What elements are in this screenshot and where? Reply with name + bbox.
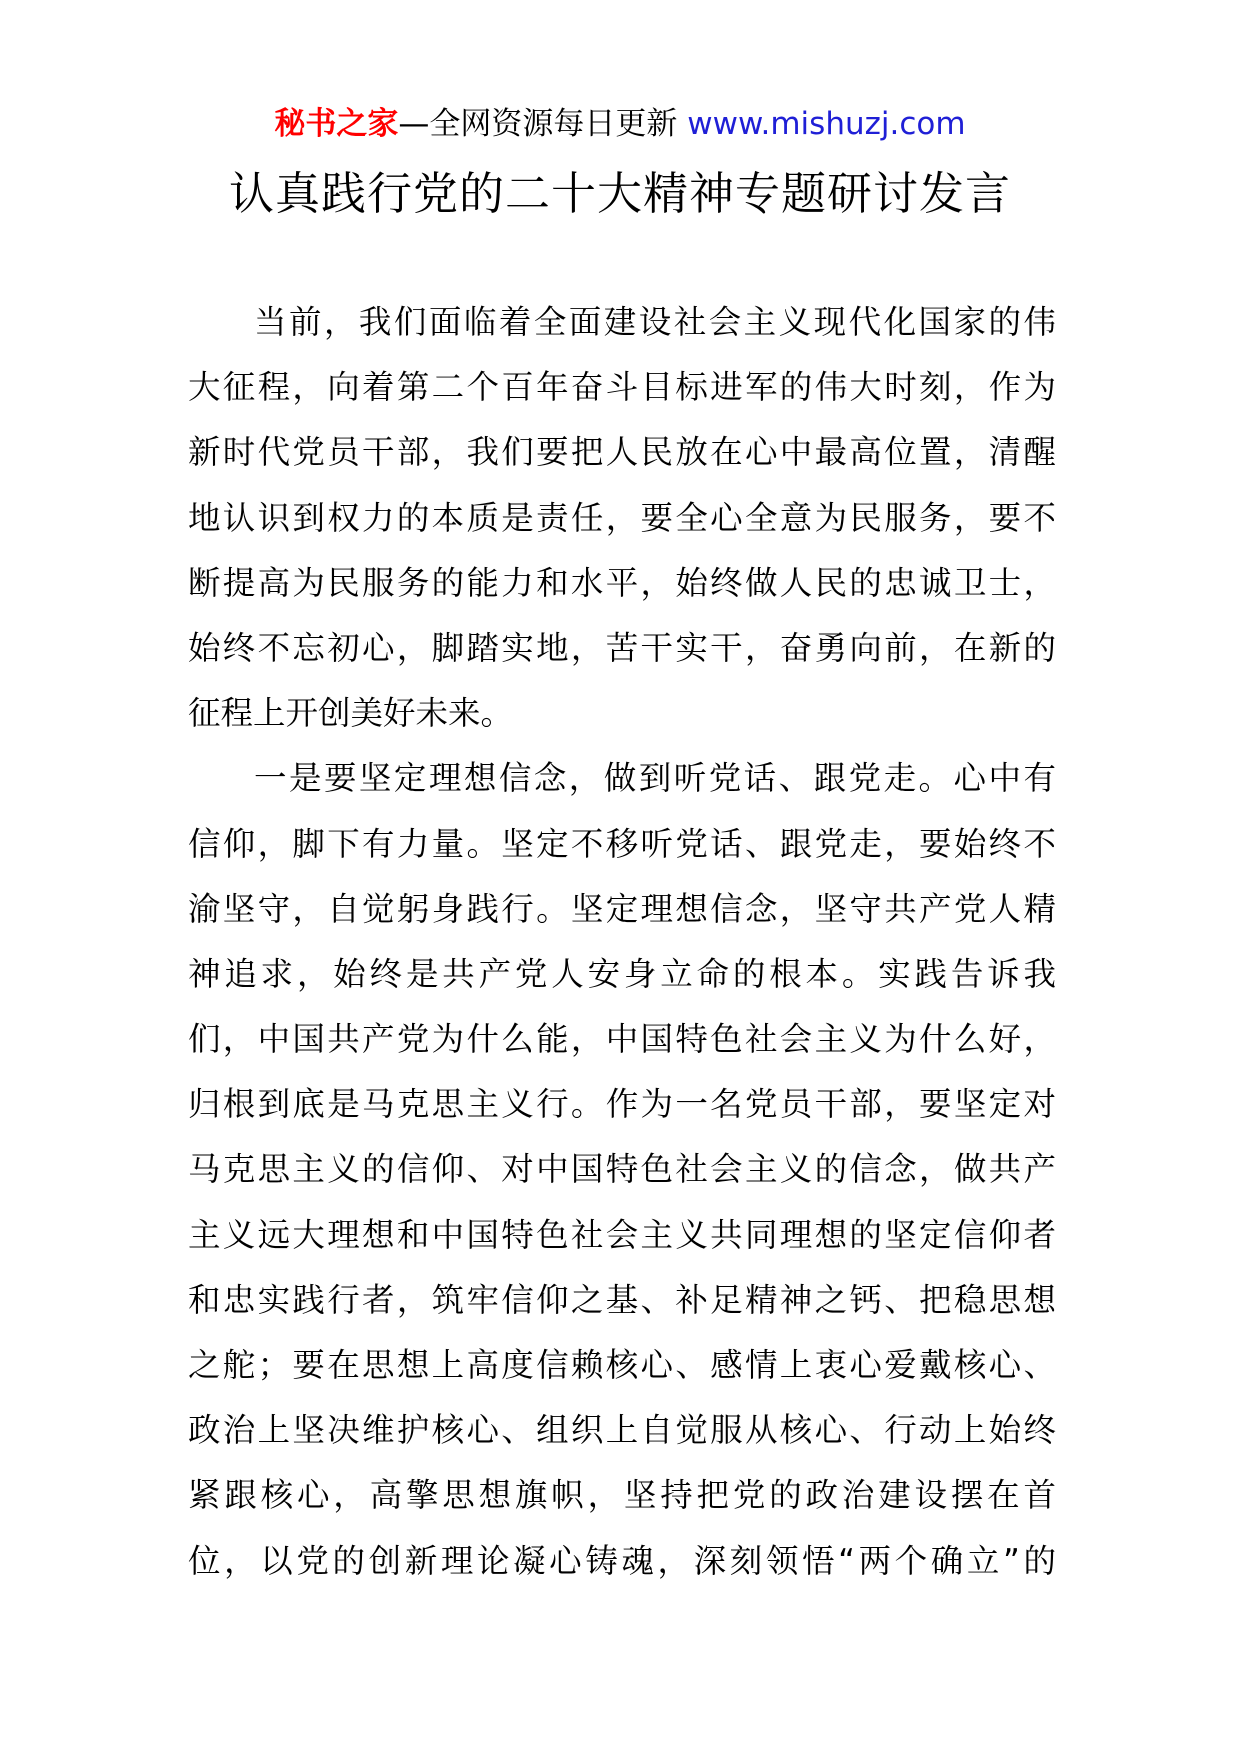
text-line: 位，以党的创新理论凝心铸魂，深刻领悟“两个确立”的	[188, 1541, 1056, 1580]
text-line: 信仰，脚下有力量。坚定不移听党话、跟党走，要始终不	[188, 824, 1056, 863]
site-tagline: —全网资源每日更新	[398, 106, 678, 142]
text-line: 政治上坚决维护核心、组织上自觉服从核心、行动上始终	[188, 1411, 1056, 1450]
text-line: 马克思主义的信仰、对中国特色社会主义的信念，做共产	[188, 1150, 1056, 1189]
text-line: 当前，我们面临着全面建设社会主义现代化国家的伟	[254, 303, 1056, 341]
text-line: 新时代党员干部，我们要把人民放在心中最高位置，清醒	[188, 433, 1056, 472]
text-line: 渝坚守，自觉躬身践行。坚定理想信念，坚守共产党人精	[188, 889, 1056, 928]
document-body	[188, 290, 1056, 1594]
text-line: 们，中国共产党为什么能，中国特色社会主义为什么好，	[188, 1020, 1056, 1059]
text-line: 大征程，向着第二个百年奋斗目标进军的伟大时刻，作为	[188, 368, 1056, 407]
text-line: 断提高为民服务的能力和水平，始终做人民的忠诚卫士，	[188, 563, 1056, 602]
document-title: 认真践行党的二十大精神专题研讨发言	[228, 167, 1011, 220]
paragraph-1	[188, 290, 1056, 746]
text-line: 主义远大理想和中国特色社会主义共同理想的坚定信仰者	[188, 1215, 1056, 1254]
text-line: 和忠实践行者，筑牢信仰之基、补足精神之钙、把稳思想	[188, 1280, 1056, 1319]
site-url-link[interactable]: www.mishuzj.com	[687, 106, 966, 142]
text-line: 归根到底是马克思主义行。作为一名党员干部，要坚定对	[188, 1085, 1056, 1124]
text-line: 之舵；要在思想上高度信赖核心、感情上衷心爱戴核心、	[188, 1346, 1056, 1384]
text-line: 紧跟核心，高擎思想旗帜，坚持把党的政治建设摆在首	[188, 1476, 1056, 1515]
site-brand: 秘书之家	[274, 106, 399, 142]
text-line: 一是要坚定理想信念，做到听党话、跟党走。心中有	[254, 759, 1056, 798]
text-line: 始终不忘初心，脚踏实地，苦干实干，奋勇向前，在新的	[188, 628, 1056, 667]
text-line: 神追求，始终是共产党人安身立命的根本。实践告诉我	[188, 954, 1056, 993]
site-header	[0, 102, 1240, 146]
text-line: 地认识到权力的本质是责任，要全心全意为民服务，要不	[188, 498, 1056, 537]
paragraph-2	[188, 746, 1056, 1593]
text-line: 征程上开创美好未来。	[188, 694, 514, 733]
